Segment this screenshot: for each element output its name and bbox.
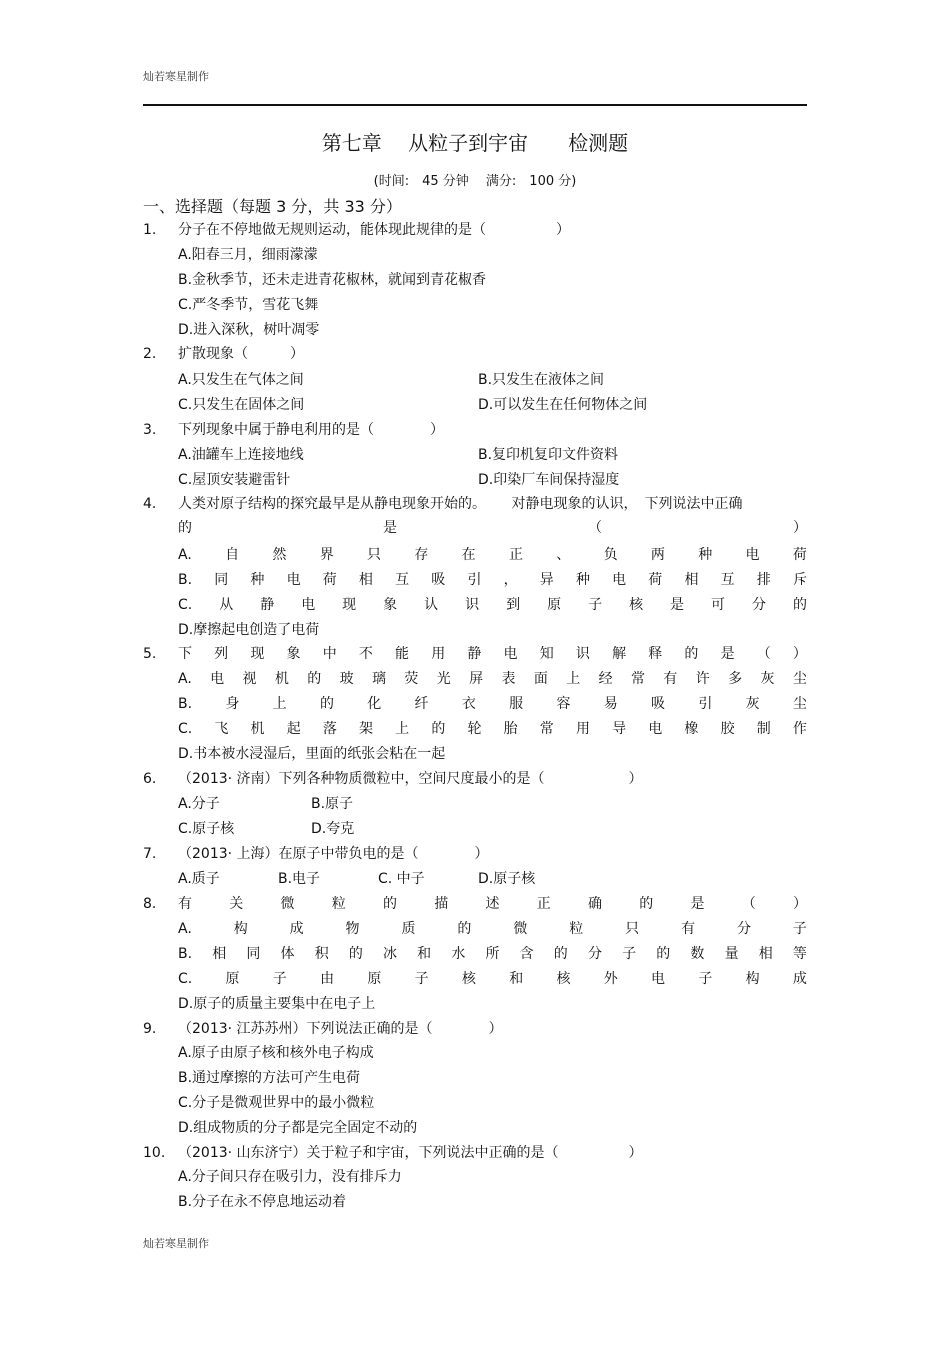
option-d: D.可以发生在任何物体之间 <box>478 397 648 413</box>
option-c: C. 原 子 由 原 子 核 和 核 外 电 子 构 成 <box>178 971 807 987</box>
option-a: A.分子 <box>178 796 220 812</box>
option-c: C.严冬季节，雪花飞舞 <box>178 297 319 313</box>
option-c: C.只发生在固体之间 <box>178 397 305 413</box>
question-number: 10. <box>143 1145 166 1161</box>
option-b: B.金秋季节，还未走进青花椒林，就闻到青花椒香 <box>178 272 487 288</box>
question-number: 9. <box>143 1021 157 1037</box>
question-number: 1. <box>143 222 157 238</box>
option-b: B.电子 <box>278 871 321 887</box>
question-number: 6. <box>143 771 157 787</box>
option-d: D.夸克 <box>311 821 355 837</box>
option-a: A.油罐车上连接地线 <box>178 447 304 463</box>
question-stem: 扩散现象（ ） <box>178 346 304 362</box>
option-d: D.书本被水浸湿后，里面的纸张会粘在一起 <box>178 746 446 762</box>
question-number: 5. <box>143 646 157 662</box>
question-stem: 人类对原子结构的探究最早是从静电现象开始的。 对静电现象的认识， 下列说法中正确 <box>178 496 743 512</box>
option-b: B.通过摩擦的方法可产生电荷 <box>178 1070 361 1086</box>
question-stem-continued: 的 是 （ ） <box>178 520 807 536</box>
option-d: D.原子核 <box>478 871 536 887</box>
question-number: 7. <box>143 846 157 862</box>
page-header-text: 灿若寒星制作 <box>143 70 209 83</box>
option-c: C. 飞 机 起 落 架 上 的 轮 胎 常 用 导 电 橡 胶 制 作 <box>178 721 807 737</box>
option-b: B. 身 上 的 化 纤 衣 服 容 易 吸 引 灰 尘 <box>178 696 807 712</box>
option-a: A. 自 然 界 只 存 在 正 、 负 两 种 电 荷 <box>178 547 807 563</box>
question-stem: （2013· 江苏苏州）下列说法正确的是（ ） <box>178 1021 503 1037</box>
question-stem: （2013· 济南）下列各种物质微粒中，空间尺度最小的是（ ） <box>178 771 643 787</box>
page-footer-text: 灿若寒星制作 <box>143 1237 209 1250</box>
option-b: B. 同 种 电 荷 相 互 吸 引 ， 异 种 电 荷 相 互 排 斥 <box>178 572 807 588</box>
question-number: 4. <box>143 496 157 512</box>
section-heading: 一、选择题（每题 3 分，共 33 分） <box>143 197 402 216</box>
option-b: B.原子 <box>311 796 354 812</box>
exam-info: (时间: 45 分钟 满分: 100 分) <box>373 174 577 189</box>
question-stem: 下列现象中属于静电利用的是（ ） <box>178 422 444 438</box>
option-b: B.分子在永不停息地运动着 <box>178 1194 347 1210</box>
option-b: B. 相 同 体 积 的 冰 和 水 所 含 的 分 子 的 数 量 相 等 <box>178 946 807 962</box>
header-rule <box>143 104 807 106</box>
option-a: A.质子 <box>178 871 220 887</box>
question-stem: 有 关 微 粒 的 描 述 正 确 的 是 （ ） <box>178 896 807 912</box>
option-c: C. 从 静 电 现 象 认 识 到 原 子 核 是 可 分 的 <box>178 597 807 613</box>
option-b: B.只发生在液体之间 <box>478 372 605 388</box>
question-number: 3. <box>143 422 157 438</box>
option-c: C.屋顶安装避雷针 <box>178 472 291 488</box>
option-b: B.复印机复印文件资料 <box>478 447 619 463</box>
document-title: 第七章 从粒子到宇宙 检测题 <box>321 131 629 155</box>
option-a: A. 电 视 机 的 玻 璃 荧 光 屏 表 面 上 经 常 有 许 多 灰 尘 <box>178 671 807 687</box>
option-a: A.阳春三月，细雨濛濛 <box>178 247 318 263</box>
question-number: 2. <box>143 346 157 362</box>
option-d: D.进入深秋，树叶凋零 <box>178 322 320 338</box>
option-c: C. 中子 <box>378 871 425 887</box>
option-a: A.原子由原子核和核外电子构成 <box>178 1045 374 1061</box>
option-d: D.摩擦起电创造了电荷 <box>178 622 320 638</box>
option-c: C.原子核 <box>178 821 235 837</box>
question-stem: 分子在不停地做无规则运动，能体现此规律的是（ ） <box>178 222 570 238</box>
option-d: D.印染厂车间保持湿度 <box>478 472 620 488</box>
question-stem: （2013· 上海）在原子中带负电的是（ ） <box>178 846 489 862</box>
option-a: A.只发生在气体之间 <box>178 372 304 388</box>
option-a: A.分子间只存在吸引力，没有排斥力 <box>178 1169 402 1185</box>
question-stem: （2013· 山东济宁）关于粒子和宇宙，下列说法中正确的是（ ） <box>178 1145 643 1161</box>
option-a: A. 构 成 物 质 的 微 粒 只 有 分 子 <box>178 921 807 937</box>
option-d: D.原子的质量主要集中在电子上 <box>178 996 376 1012</box>
question-number: 8. <box>143 896 157 912</box>
option-c: C.分子是微观世界中的最小微粒 <box>178 1095 375 1111</box>
option-d: D.组成物质的分子都是完全固定不动的 <box>178 1120 418 1136</box>
question-stem: 下 列 现 象 中 不 能 用 静 电 知 识 解 释 的 是 （ ） <box>178 646 807 662</box>
